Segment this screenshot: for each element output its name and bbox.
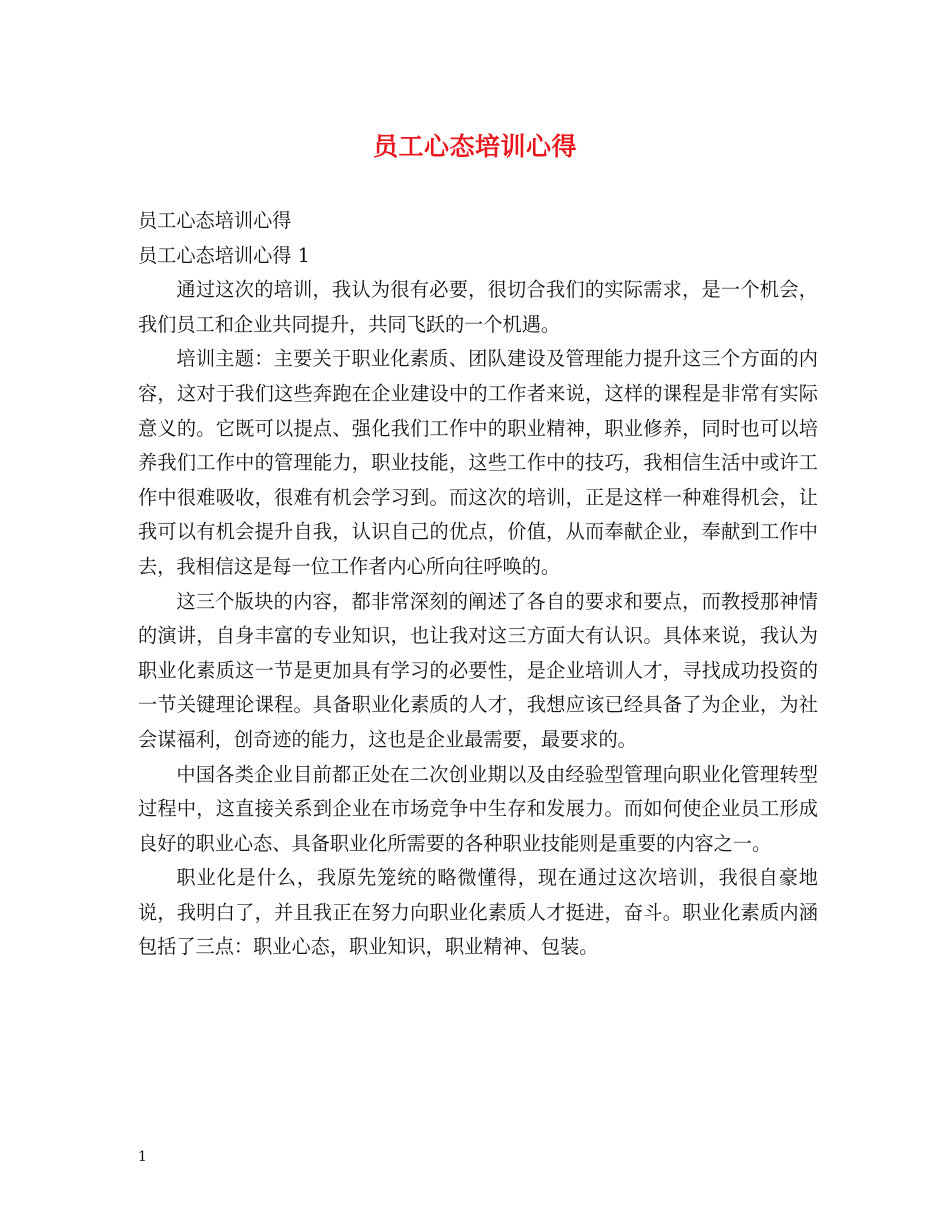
- body-paragraph: 通过这次的培训，我认为很有必要，很切合我们的实际需求，是一个机会，我们员工和企业共同提升，共同飞跃的一个机遇。: [138, 278, 818, 336]
- heading-line: 员工心态培训心得 1: [138, 243, 310, 267]
- heading-line: 员工心态培训心得: [138, 209, 292, 232]
- body-paragraph: 职业化是什么，我原先笼统的略微懂得，现在通过这次培训，我很自豪地说，我明白了，并且我正在努力向职业化素质人才挺进，奋斗。职业化素质内涵包括了三点：职业心态，职业知识，职业精神、包装。: [138, 866, 818, 959]
- document-body: [138, 204, 818, 965]
- body-paragraph: 中国各类企业目前都正处在二次创业期以及由经验型管理向职业化管理转型过程中，这直接关系到企业在市场竞争中生存和发展力。而如何使企业员工形成良好的职业心态、具备职业化所需要的各种职业技能则是重要的内容之一。: [138, 762, 818, 855]
- document-title: 员工心态培训心得: [372, 132, 577, 161]
- body-paragraph: 培训主题：主要关于职业化素质、团队建设及管理能力提升这三个方面的内容，这对于我们这些奔跑在企业建设中的工作者来说，这样的课程是非常有实际意义的。它既可以提点、强化我们工作中的职业精神，职业修养，同时也可以培养我们工作中的管理能力，职业技能，这些工作中的技巧，我相信生活中或许工作中很难吸收，很难有机会学习到。而这次的培训，正是这样一种难得机会，让我可以有机会提升自我，认识自己的优点，价值，从而奉献企业，奉献到工作中去，我相信这是每一位工作者内心所向往呼唤的。: [138, 347, 818, 578]
- body-paragraph: 这三个版块的内容，都非常深刻的阐述了各自的要求和要点，而教授那神情的演讲，自身丰富的专业知识，也让我对这三方面大有认识。具体来说，我认为职业化素质这一节是更加具有学习的必要性，是企业培训人才，寻找成功投资的一节关键理论课程。具备职业化素质的人才，我想应该已经具备了为企业，为社会谋福利，创奇迹的能力，这也是企业最需要，最要求的。: [138, 589, 818, 751]
- page-number: 1: [138, 1149, 147, 1165]
